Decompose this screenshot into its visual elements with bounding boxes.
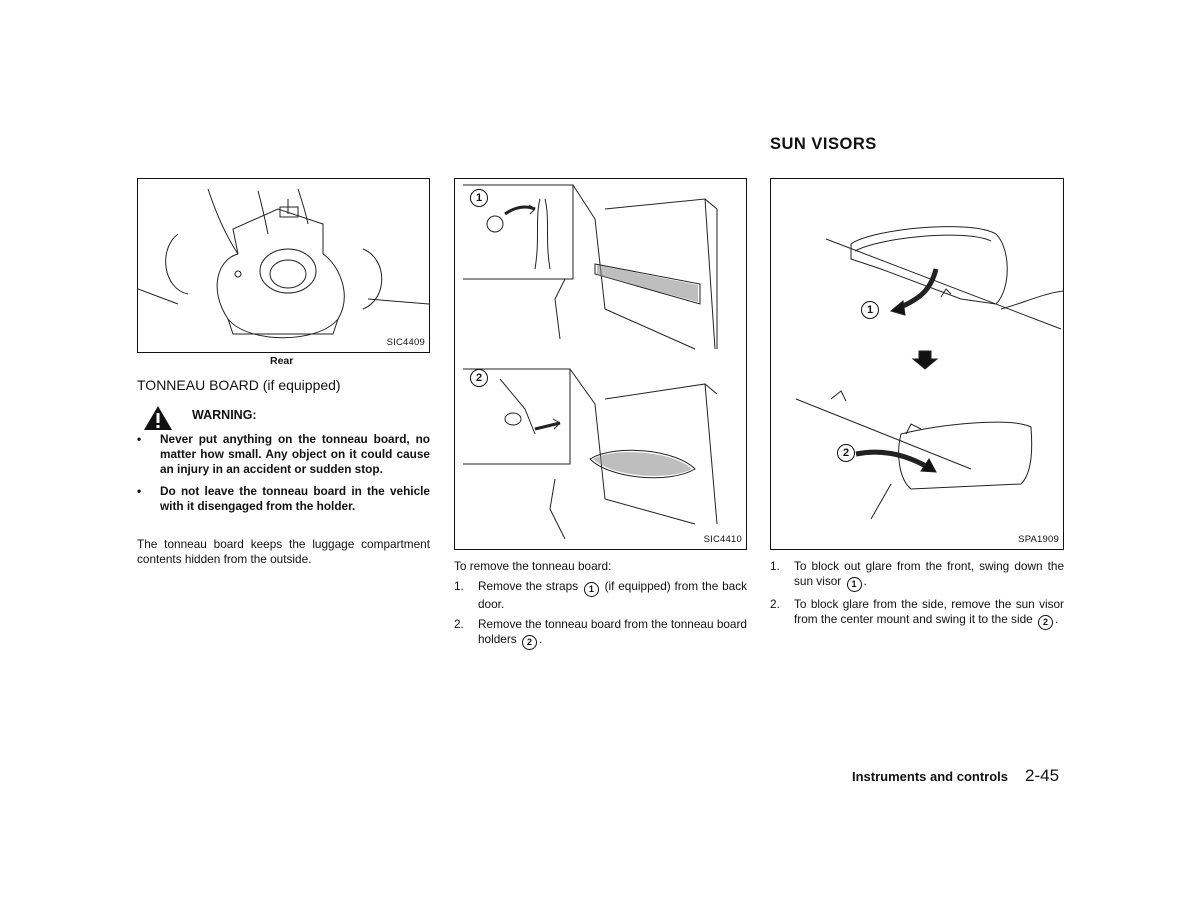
tonneau-board-heading: TONNEAU BOARD (if equipped) — [137, 377, 341, 393]
removal-step-2 — [454, 617, 747, 650]
footer-section-title: Instruments and controls — [852, 769, 1009, 784]
sun-visor-drawing — [771, 179, 1063, 549]
rear-seat-drawing — [138, 179, 429, 352]
removal-step-1 — [454, 579, 747, 612]
step-text: To block out glare from the front, swing down the sun visor — [794, 559, 1064, 589]
callout-2: 2 — [470, 369, 488, 387]
callout-1: 1 — [470, 189, 488, 207]
tonneau-removal-illustration — [454, 178, 747, 550]
sun-visor-steps — [770, 559, 1064, 635]
sun-visor-illustration — [770, 178, 1064, 550]
step-number: 1. — [770, 559, 780, 573]
removal-intro: To remove the tonneau board: — [454, 559, 612, 573]
warning-item: • Do not leave the tonneau board in the vehicle with it disengaged from the holder. — [137, 484, 430, 514]
step-number: 2. — [770, 597, 780, 612]
sun-visors-heading: SUN VISORS — [770, 135, 877, 153]
step-text: To block glare from the side, remove the sun visor from the center mount and swing it to the side — [794, 597, 1064, 627]
warning-label: WARNING: — [192, 408, 257, 422]
callout-ref-1: 1 — [847, 577, 862, 592]
figure-code: SIC4410 — [703, 534, 742, 545]
step-text-tail: . — [1054, 612, 1059, 627]
step-text-tail: . — [863, 574, 867, 589]
tonneau-removal-drawing — [455, 179, 746, 549]
warning-triangle-icon — [143, 405, 173, 431]
page-number: 2-45 — [1025, 766, 1060, 785]
callout-ref-1: 1 — [584, 582, 599, 597]
figure-caption: Rear — [270, 355, 294, 367]
removal-steps — [454, 579, 747, 655]
step-text-tail: . — [538, 632, 543, 647]
callout-1: 1 — [861, 301, 879, 319]
step-text: Remove the tonneau board from the tonneau board holders — [478, 617, 747, 647]
warning-item: • Never put anything on the tonneau board, no matter how small. Any object on it could cause an injury in an accident or sudden stop. — [137, 432, 430, 478]
tonneau-description: The tonneau board keeps the luggage compartment contents hidden from the outside. — [137, 537, 430, 567]
step-number: 1. — [454, 579, 464, 593]
sun-visor-step-1 — [770, 559, 1064, 592]
step-text: Remove the straps — [478, 579, 579, 593]
step-number: 2. — [454, 617, 464, 632]
sun-visor-step-2 — [770, 597, 1064, 630]
callout-2: 2 — [837, 444, 855, 462]
callout-ref-2: 2 — [522, 635, 537, 650]
callout-ref-2: 2 — [1038, 615, 1053, 630]
figure-code: SPA1909 — [1018, 534, 1059, 545]
step-text-tail: (if equipped) from the back door. — [478, 579, 747, 611]
rear-seat-illustration — [137, 178, 430, 353]
figure-code: SIC4409 — [386, 337, 425, 348]
warning-list — [137, 432, 430, 520]
